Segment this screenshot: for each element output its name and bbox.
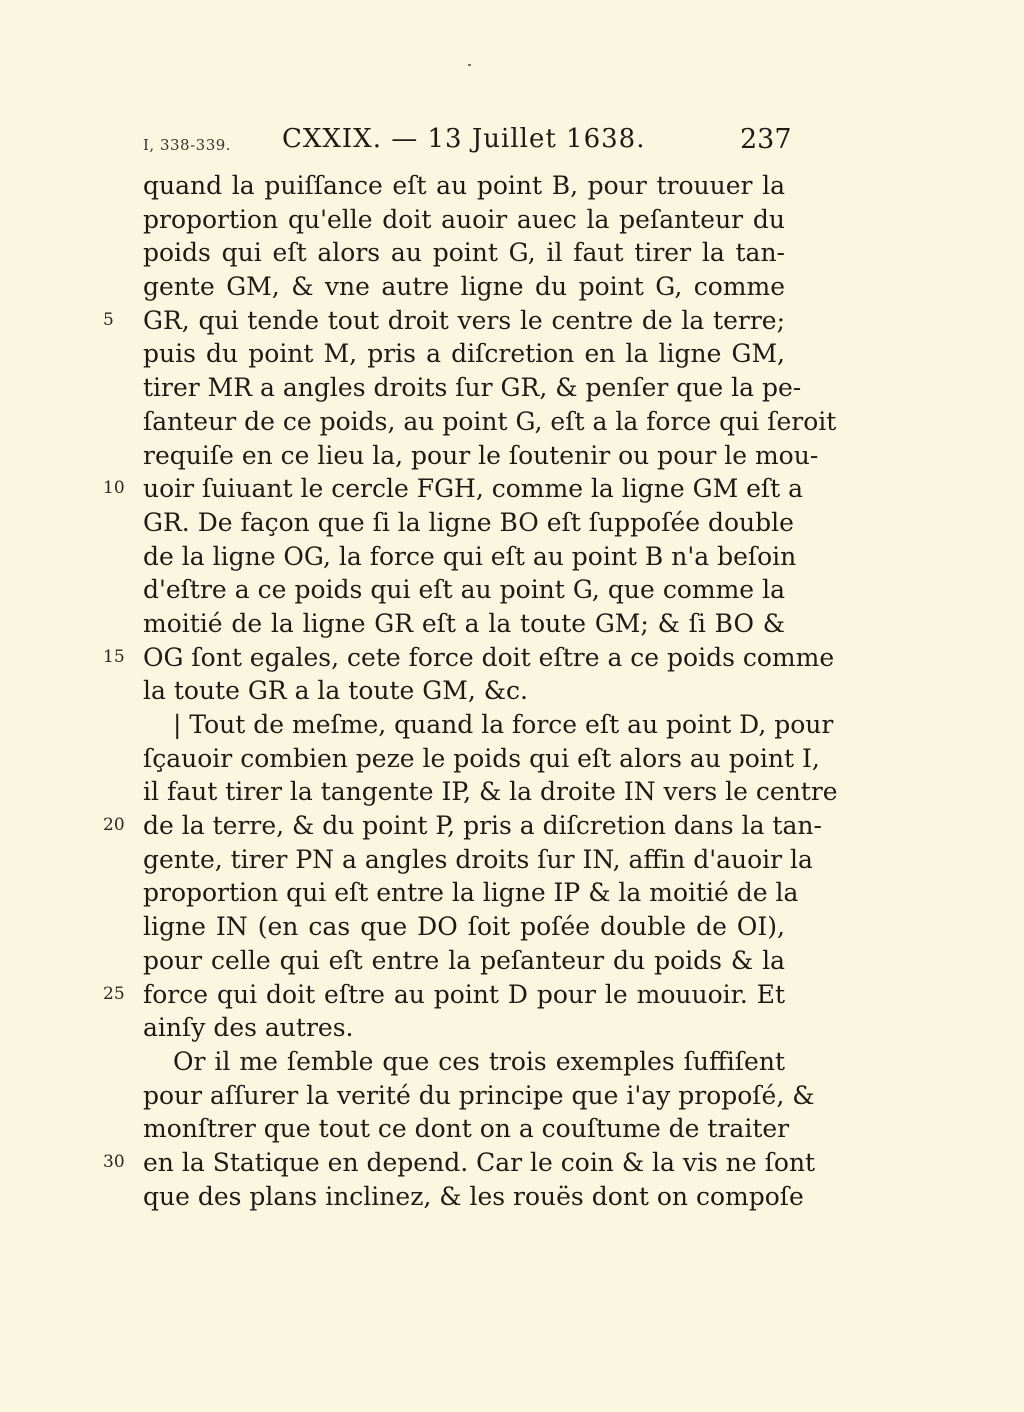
line-text: en la Statique en depend. Car le coin & la vis ne ſont	[143, 1147, 816, 1177]
text-line	[103, 641, 835, 675]
header-reference: I, 338-339.	[143, 136, 232, 154]
line-text: proportion qu'elle doit auoir auec la peſanteur du	[143, 204, 785, 234]
line-text: force qui doit eſtre au point D pour le mouuoir. Et	[143, 979, 785, 1009]
line-text: quand la puiſſance eſt au point B, pour trouuer la	[143, 171, 785, 200]
line-text: uoir ſuiuant le cercle FGH, comme la ligne GM eſt a	[143, 474, 804, 504]
line-text: proportion qui eſt entre la ligne IP & la moitié de la	[143, 878, 799, 908]
text-line	[143, 169, 785, 203]
line-text: requiſe en ce lieu la, pour le ſoutenir ou pour le mou-	[143, 440, 819, 470]
line-text: pour celle qui eſt entre la peſanteur du poids & la	[143, 945, 785, 975]
body-text	[103, 169, 838, 1213]
line-number: 20	[103, 815, 125, 836]
text-line	[143, 775, 838, 809]
line-text: gente GM, & vne autre ligne du point G, comme	[143, 272, 785, 302]
line-text: puis du point M, pris a diſcretion en la ligne GM,	[143, 339, 785, 369]
text-line	[103, 304, 785, 338]
text-line	[143, 876, 799, 910]
text-line	[143, 439, 819, 473]
header-title: CXXIX. — 13 Juillet 1638.	[282, 124, 646, 154]
text-line	[143, 1112, 790, 1146]
running-header	[0, 118, 1024, 162]
line-text: moitié de la ligne GR eſt a la toute GM; & ſi BO &	[143, 608, 785, 638]
line-text: gente, tirer PN a angles droits ſur IN, affin d'auoir la	[143, 844, 813, 874]
text-line	[143, 674, 785, 708]
text-line	[143, 506, 794, 540]
line-text: ſanteur de ce poids, au point G, eſt a la force qui ſeroit	[143, 406, 837, 436]
text-line	[143, 910, 785, 944]
line-text: ainſy des autres.	[143, 1013, 354, 1043]
line-text: | Tout de meſme, quand la force eſt au point D, pour	[173, 710, 834, 739]
text-line	[143, 708, 834, 742]
line-text: poids qui eſt alors au point G, il faut tirer la tan-	[143, 238, 785, 268]
text-line	[143, 270, 785, 304]
line-text: monſtrer que tout ce dont on a couſtume de traiter	[143, 1114, 790, 1144]
text-line	[143, 236, 785, 270]
paper-speck	[468, 64, 471, 66]
text-line	[143, 573, 785, 607]
line-number: 25	[103, 983, 125, 1004]
line-text: que des plans inclinez, & les rouës dont on compoſe	[143, 1181, 804, 1211]
text-line	[143, 607, 785, 641]
line-text: pour aſſurer la verité du principe que i'ay propoſé, &	[143, 1080, 815, 1110]
line-number: 15	[103, 646, 125, 667]
text-line	[143, 1045, 785, 1079]
line-number: 30	[103, 1151, 125, 1172]
line-text: tirer MR a angles droits ſur GR, & penſer que la pe-	[143, 373, 802, 403]
line-text: GR. De façon que ſi la ligne BO eſt ſuppoſée double	[143, 507, 794, 537]
text-line	[143, 1180, 804, 1214]
line-number: 10	[103, 478, 125, 499]
text-line	[103, 809, 822, 843]
text-line	[143, 1011, 785, 1045]
text-line	[103, 472, 804, 506]
text-line	[103, 978, 785, 1012]
line-text: ſçauoir combien peze le poids qui eſt alors au point I,	[143, 743, 820, 773]
line-text: Or il me ſemble que ces trois exemples ſuffiſent	[173, 1046, 785, 1076]
line-text: GR, qui tende tout droit vers le centre de la terre;	[143, 305, 785, 335]
text-line	[143, 337, 785, 371]
line-text: ligne IN (en cas que DO ſoit poſée double de OI),	[143, 912, 785, 942]
text-line	[143, 944, 785, 978]
line-text: d'eſtre a ce poids qui eſt au point G, que comme la	[143, 575, 785, 605]
text-line	[143, 371, 802, 405]
text-line	[143, 1079, 815, 1113]
text-line	[143, 843, 813, 877]
text-line	[143, 405, 837, 439]
text-line	[143, 540, 797, 574]
text-line	[103, 1146, 816, 1180]
line-number: 5	[103, 309, 114, 330]
line-text: OG ſont egales, cete force doit eſtre a ce poids comme	[143, 642, 835, 672]
line-text: la toute GR a la toute GM, &c.	[143, 676, 528, 706]
page-number: 237	[740, 124, 792, 155]
line-text: il faut tirer la tangente IP, & la droite IN vers le centre	[143, 777, 838, 807]
line-text: de la terre, & du point P, pris a diſcretion dans la tan-	[143, 811, 822, 841]
text-line	[143, 203, 785, 237]
line-text: de la ligne OG, la force qui eſt au point B n'a beſoin	[143, 541, 797, 571]
text-line	[143, 742, 820, 776]
